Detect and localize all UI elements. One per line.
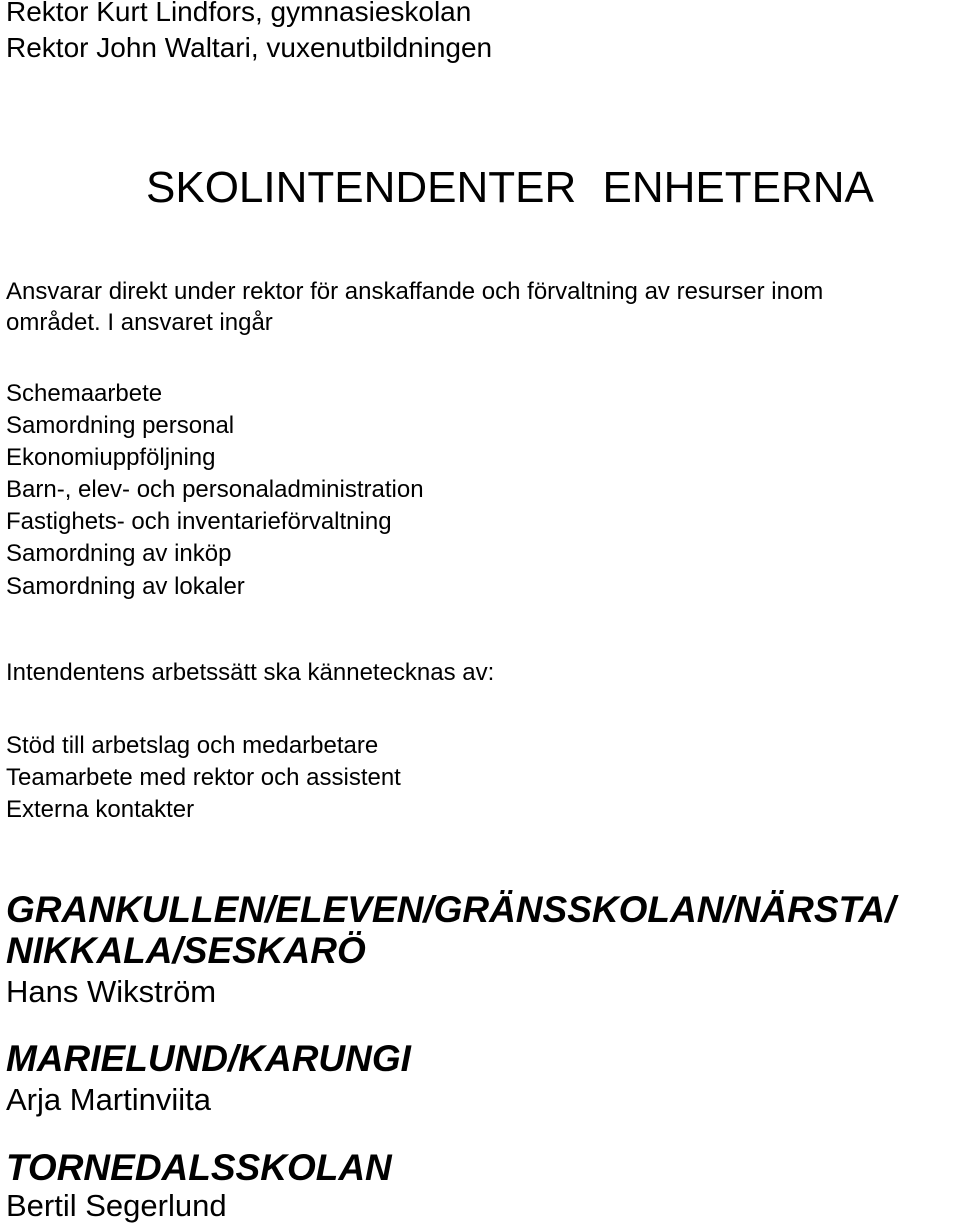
page-title: SKOLINTENDENTER ENHETERNA	[146, 163, 874, 212]
unit-contact-name: Bertil Segerlund	[6, 1188, 227, 1223]
responsibility-item: Samordning av inköp	[6, 540, 232, 567]
responsibility-item: Barn-, elev- och personaladministration	[6, 476, 424, 503]
responsibility-item: Samordning av lokaler	[6, 573, 245, 600]
intro-line-1: Ansvarar direkt under rektor för anskaffande och förvaltning av resurser inom	[6, 278, 824, 305]
unit-heading-nikkala: NIKKALA/SESKARÖ	[6, 930, 366, 971]
unit-contact-name: Hans Wikström	[6, 974, 217, 1009]
header-rektor-vuxenutbildningen: Rektor John Waltari, vuxenutbildningen	[6, 32, 493, 63]
intro-line-2: området. I ansvaret ingår	[6, 309, 273, 336]
responsibility-item: Fastighets- och inventarieförvaltning	[6, 508, 392, 535]
header-rektor-gymnasieskolan: Rektor Kurt Lindfors, gymnasieskolan	[6, 0, 472, 27]
unit-heading-marielund: MARIELUND/KARUNGI	[6, 1038, 411, 1079]
unit-contact-name: Arja Martinviita	[6, 1082, 211, 1117]
responsibility-item: Ekonomiuppföljning	[6, 444, 216, 471]
unit-heading-tornedalsskolan: TORNEDALSSKOLAN	[6, 1147, 392, 1188]
approach-heading: Intendentens arbetssätt ska kännetecknas av:	[6, 659, 495, 686]
responsibility-item: Schemaarbete	[6, 380, 163, 407]
unit-heading-grankullen: GRANKULLEN/ELEVEN/GRÄNSSKOLAN/NÄRSTA/	[6, 889, 896, 930]
approach-item: Externa kontakter	[6, 796, 195, 823]
responsibility-item: Samordning personal	[6, 412, 235, 439]
approach-item: Teamarbete med rektor och assistent	[6, 764, 401, 791]
approach-item: Stöd till arbetslag och medarbetare	[6, 732, 379, 759]
